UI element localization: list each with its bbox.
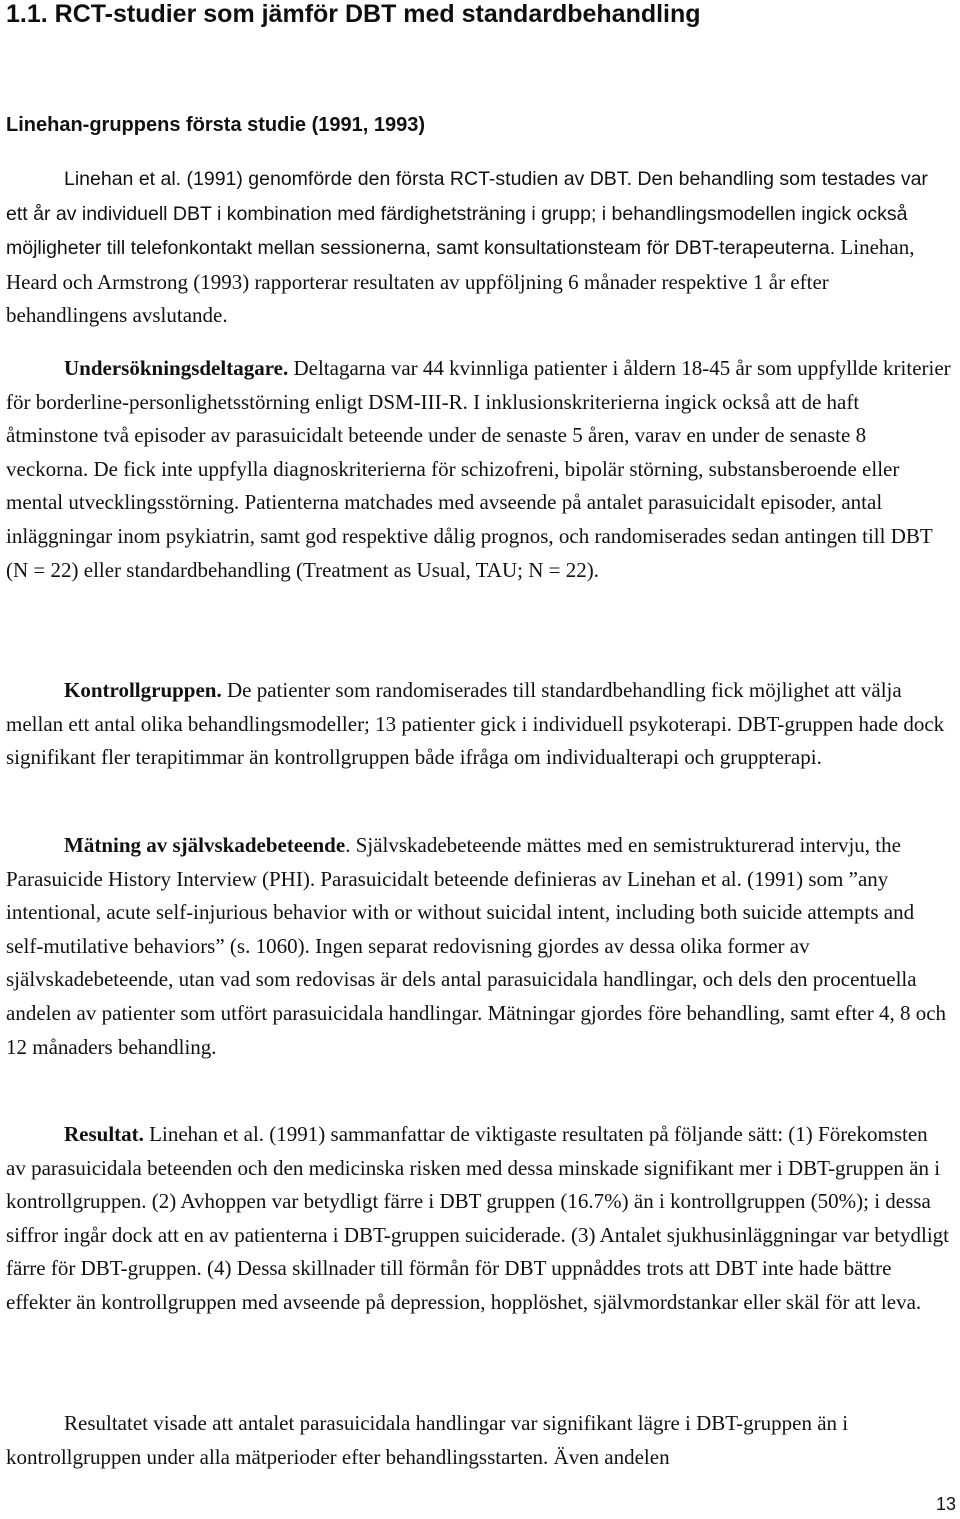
paragraph-participants	[6, 352, 952, 587]
page-number: 13	[935, 1494, 956, 1514]
paragraph-followup-text: Linehan, Heard och Armstrong (1993) rapporterar resultaten av uppföljning 6 månader respektive 1 år efter behandlingens avslutande.	[6, 235, 915, 328]
paragraph-results-continued-text: Resultatet visade att antalet parasuicidala handlingar var signifikant lägre i DBT-gruppen än i kontrollgruppen under alla mätperioder efter behandlingsstarten. Även andelen	[6, 1411, 849, 1469]
paragraph-study-text: Linehan et al. (1991) genomförde den första RCT-studien av DBT. Den behandling som testades var ett år av individuell DBT i kombination med färdighetsträning i grupp; i behandlingsmodellen ingick också möjligheter till telefonkontakt mellan sessionerna, samt konsultationsteam för DBT-terapeuterna.	[6, 168, 928, 260]
paragraph-control-group-text: De patienter som randomiserades till standardbehandling fick möjlighet att välja mellan ett antal olika behandlingsmodeller; 13 patienter gick i individuell psykoterapi. DBT-gruppen hade dock signifikant fler terapitimmar än kontrollgruppen både ifråga om individualterapi och gruppterapi.	[6, 678, 945, 770]
paragraph-participants-text: Deltagarna var 44 kvinnliga patienter i åldern 18-45 år som uppfyllde kriterier för borderline-personlighetsstörning enligt DSM-III-R. I inklusionskriterierna ingick också att de haft åtminstone två episoder av parasuicidalt beteende under de senaste 5 åren, varav en under de senaste 8 veckorna. De fick inte uppfylla diagnoskriterierna för schizofreni, bipolär störning, substansberoende eller mental utvecklingsstörning. Patienterna matchades med avseende på antalet parasuicidalt episoder, antal inläggningar inom psykiatrin, samt god respektive dålig prognos, och randomiserades sedan antingen till DBT (N = 22) eller standardbehandling (Treatment as Usual, TAU; N = 22).	[6, 356, 951, 582]
paragraph-study-description	[6, 162, 952, 333]
paragraph-measurement-text: . Självskadebeteende mättes med en semistrukturerad intervju, the Parasuicide History Interview (PHI). Parasuicidalt beteende definieras av Linehan et al. (1991) som ”any intentional, acute self-injurious behavior with or without suicidal intent, including both suicide attempts and self-mutilative behaviors” (s. 1060). Ingen separat redovisning gjordes av dessa olika former av självskadebeteende, utan vad som redovisas är dels antal parasuicidala handlingar, och dels den procentuella andelen av patienter som utfört parasuicidala handlingar. Mätningar gjordes före behandling, samt efter 4, 8 och 12 månaders behandling.	[6, 833, 947, 1059]
paragraph-measurement-title: Mätning av självskadebeteende	[64, 833, 346, 857]
paragraph-results-text: Linehan et al. (1991) sammanfattar de viktigaste resultaten på följande sätt: (1) Förekomsten av parasuicidala beteenden och den medicinska risken med dessa minskade signifikant mer i DBT-gruppen än i kontrollgruppen. (2) Avhoppen var betydligt färre i DBT gruppen (16.7%) än i kontrollgruppen (50%); i dessa siffror ingår dock att en av patienterna i DBT-gruppen suiciderade. (3) Antalet sjukhusinläggningar var betydligt färre för DBT-gruppen. (4) Dessa skillnader till förmån för DBT uppnåddes trots att DBT inte hade bättre effekter än kontrollgruppen med avseende på depression, hopplöshet, självmordstankar eller skäl för att leva.	[6, 1122, 949, 1314]
paragraph-results-continued	[6, 1407, 952, 1474]
section-heading: 1.1. RCT-studier som jämför DBT med standardbehandling	[6, 0, 701, 28]
paragraph-measurement	[6, 829, 952, 1064]
paragraph-control-group	[6, 674, 952, 775]
paragraph-results	[6, 1118, 952, 1320]
paragraph-results-title: Resultat.	[64, 1122, 144, 1146]
subsection-heading: Linehan-gruppens första studie (1991, 1993)	[6, 114, 425, 136]
paragraph-participants-title: Undersökningsdeltagare.	[64, 356, 289, 380]
paragraph-control-group-title: Kontrollgruppen.	[64, 678, 222, 702]
